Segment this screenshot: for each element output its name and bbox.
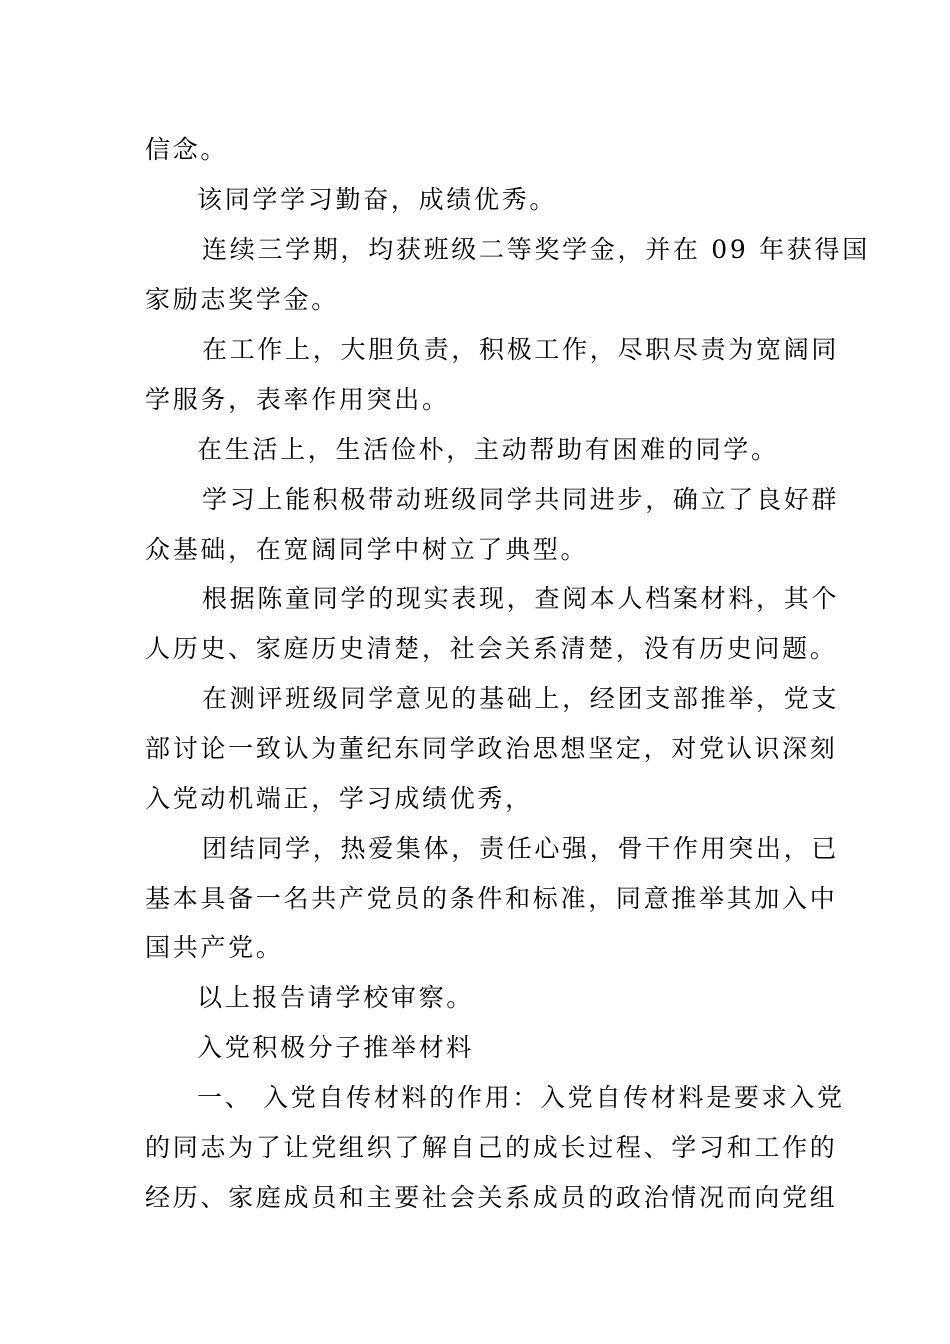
text-line: 在工作上，大胆负责，积极工作，尽职尽责为宽阔同 bbox=[202, 335, 840, 364]
text-line: 部讨论一致认为董纪东同学政治思想坚定，对党认识深刻 bbox=[145, 734, 838, 763]
text-line: 信念。 bbox=[145, 135, 229, 164]
text-line: 根据陈童同学的现实表现，查阅本人档案材料，其个 bbox=[202, 584, 840, 613]
text-line: 入党动机端正，学习成绩优秀， bbox=[145, 784, 533, 813]
text-line: 该同学学习勤奋，成绩优秀。 bbox=[197, 185, 558, 214]
text-line: 人历史、家庭历史清楚，社会关系清楚，没有历史问题。 bbox=[145, 634, 838, 663]
text-line: 国共产党。 bbox=[145, 933, 284, 962]
text-line: 家励志奖学金。 bbox=[145, 285, 339, 314]
text-line: 以上报告请学校审察。 bbox=[197, 983, 475, 1012]
section-title: 入党积极分子推举材料 bbox=[197, 1033, 475, 1062]
text-line: 一、 入党自传材料的作用：入党自传材料是要求入党 bbox=[197, 1083, 845, 1112]
text-line: 经历、家庭成员和主要社会关系成员的政治情况而向党组 bbox=[145, 1183, 838, 1212]
text-line: 的同志为了让党组织了解自己的成长过程、学习和工作的 bbox=[145, 1133, 838, 1162]
text-line: 学服务，表率作用突出。 bbox=[145, 385, 450, 414]
text-line: 连续三学期，均获班级二等奖学金，并在 09 年获得国 bbox=[202, 235, 870, 264]
text-line: 众基础，在宽阔同学中树立了典型。 bbox=[145, 535, 589, 564]
text-line: 在生活上，生活俭朴，主动帮助有困难的同学。 bbox=[197, 435, 779, 464]
text-line: 基本具备一名共产党员的条件和标准，同意推举其加入中 bbox=[145, 884, 838, 913]
text-line: 在测评班级同学意见的基础上，经团支部推举，党支 bbox=[202, 684, 840, 713]
text-line: 团结同学，热爱集体，责任心强，骨干作用突出，已 bbox=[202, 834, 840, 863]
text-line: 学习上能积极带动班级同学共同进步，确立了良好群 bbox=[202, 485, 840, 514]
